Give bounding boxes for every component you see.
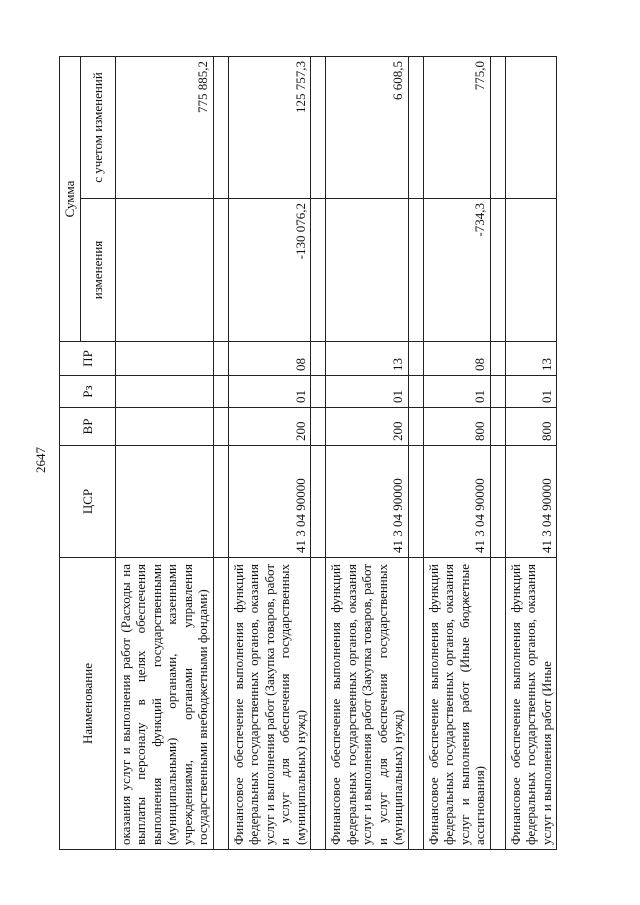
row-pr — [115, 342, 213, 376]
row-name: Финансовое обеспечение выполнения функций федеральных государственных органов, оказания услуг и выполнения работ (Закупка товаров, работ и услуг для обеспечения государственных (муниципальных) нужд) — [326, 558, 409, 850]
header-rz: Рз — [60, 376, 116, 408]
table-row — [228, 57, 311, 850]
row-vr: 800 — [423, 408, 490, 446]
row-csr — [115, 446, 213, 558]
page-number: 2647 — [33, 447, 48, 473]
row-rz — [115, 376, 213, 408]
row-changes: -130 076,2 — [228, 199, 311, 342]
row-vr — [115, 408, 213, 446]
row-name: Финансовое обеспечение выполнения функций федеральных государственных органов, оказания услуг и выполнения работ (Иные бюджетные ассигнования) — [423, 558, 490, 850]
row-csr: 41 3 04 90000 — [423, 446, 490, 558]
row-pr: 08 — [423, 342, 490, 376]
table-row — [115, 57, 213, 850]
row-changes: -734,3 — [423, 199, 490, 342]
budget-table — [59, 56, 557, 850]
header-sum: Сумма — [60, 57, 81, 342]
row-pr: 13 — [505, 342, 557, 376]
table-row — [326, 57, 409, 850]
row-total: 125 757,3 — [228, 57, 311, 199]
row-spacer — [490, 57, 505, 850]
row-total: 775,0 — [423, 57, 490, 199]
header-name: Наименование — [60, 558, 116, 850]
row-total: 6 608,5 — [326, 57, 409, 199]
header-pr: ПР — [60, 342, 116, 376]
row-vr: 800 — [505, 408, 557, 446]
header-row-1 — [60, 57, 81, 850]
row-vr: 200 — [228, 408, 311, 446]
row-changes — [505, 199, 557, 342]
header-changes: изменения — [80, 199, 115, 342]
row-spacer — [408, 57, 423, 850]
row-pr: 08 — [228, 342, 311, 376]
row-name: Финансовое обеспечение выполнения функций федеральных государственных органов, оказания услуг и выполнения работ (Иные — [505, 558, 557, 850]
row-name: оказания услуг и выполнения работ (Расходы на выплаты персоналу в целях обеспечения выполнения функций государственными (муниципальными) органами, казенными учреждениями, органами управления государственными внебюджетными фондами) — [115, 558, 213, 850]
row-changes — [115, 199, 213, 342]
rotated-page — [59, 57, 587, 850]
row-name: Финансовое обеспечение выполнения функций федеральных государственных органов, оказания услуг и выполнения работ (Закупка товаров, работ и услуг для обеспечения государственных (муниципальных) нужд) — [228, 558, 311, 850]
row-rz: 01 — [423, 376, 490, 408]
row-spacer — [311, 57, 326, 850]
row-pr: 13 — [326, 342, 409, 376]
row-changes — [326, 199, 409, 342]
row-rz: 01 — [228, 376, 311, 408]
row-rz: 01 — [505, 376, 557, 408]
header-with-changes: с учетом изменений — [80, 57, 115, 199]
row-vr: 200 — [326, 408, 409, 446]
row-rz: 01 — [326, 376, 409, 408]
header-csr: ЦСР — [60, 446, 116, 558]
table-row — [505, 57, 557, 850]
row-csr: 41 3 04 90000 — [228, 446, 311, 558]
row-csr: 41 3 04 90000 — [505, 446, 557, 558]
row-csr: 41 3 04 90000 — [326, 446, 409, 558]
row-total — [505, 57, 557, 199]
row-total: 775 885,2 — [115, 57, 213, 199]
row-spacer — [213, 57, 228, 850]
header-vr: ВР — [60, 408, 116, 446]
table-row — [423, 57, 490, 850]
